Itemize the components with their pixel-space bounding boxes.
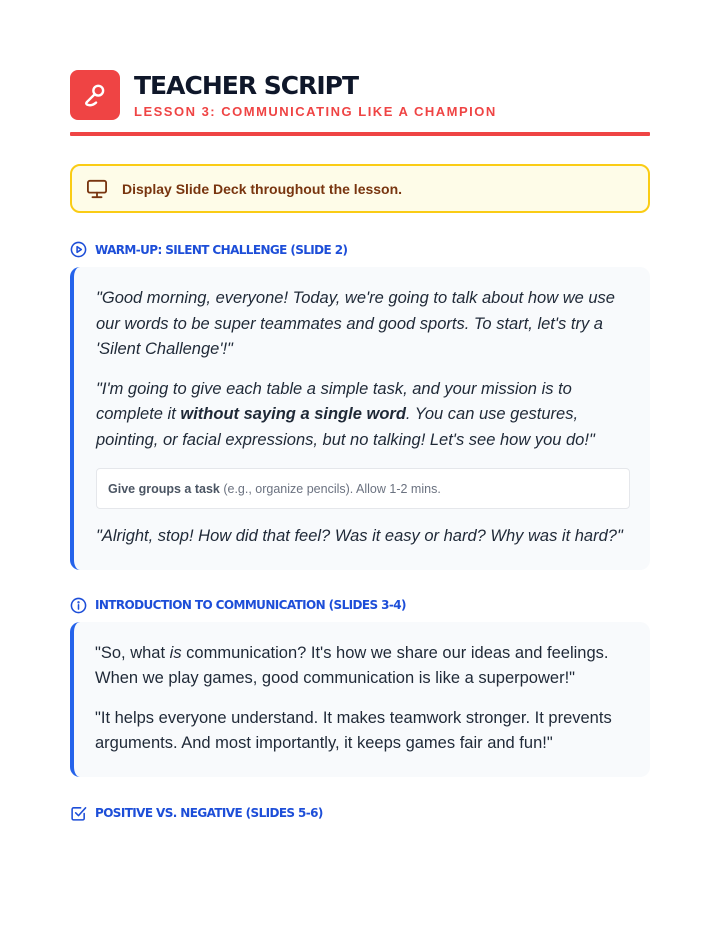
section-heading-warm-up bbox=[70, 241, 650, 258]
note-text: (e.g., organize pencils). Allow 1-2 mins. bbox=[219, 481, 441, 496]
section-title: WARM-UP: SILENT CHALLENGE (SLIDE 2) bbox=[95, 242, 348, 257]
callout-text: Display Slide Deck throughout the lesson. bbox=[122, 180, 403, 197]
note-bold: Give groups a task bbox=[108, 481, 220, 496]
emphasis-text: is bbox=[169, 643, 182, 662]
section-heading-introduction bbox=[70, 597, 650, 614]
page-subtitle: LESSON 3: COMMUNICATING LIKE A CHAMPION bbox=[134, 103, 497, 119]
header-divider bbox=[70, 132, 650, 136]
script-paragraph: "It helps everyone understand. It makes teamwork stronger. It prevents arguments. And most importantly, it keeps games fair and fun!" bbox=[95, 708, 612, 752]
info-circle-icon bbox=[70, 597, 87, 614]
page-header bbox=[70, 70, 650, 120]
monitor-icon bbox=[86, 179, 108, 199]
emphasis-text: without saying a single word bbox=[180, 405, 406, 423]
script-paragraph: "I'm going to give each table a simple task, and your mission is to complete it without saying a single word. You can use gestures, pointing, or facial expressions, but no talking! Let's see how you do!" bbox=[96, 379, 595, 449]
script-box-warm-up bbox=[70, 267, 650, 570]
teacher-script-page bbox=[70, 70, 650, 822]
slide-deck-callout bbox=[70, 164, 650, 213]
script-paragraph: "Alright, stop! How did that feel? Was it easy or hard? Why was it hard?" bbox=[96, 527, 623, 545]
section-title: INTRODUCTION TO COMMUNICATION (SLIDES 3-4) bbox=[95, 598, 406, 612]
play-circle-icon bbox=[70, 241, 87, 258]
microphone-icon bbox=[70, 70, 120, 120]
checkbox-icon bbox=[70, 805, 87, 822]
script-box-introduction bbox=[70, 622, 650, 777]
script-paragraph: "So, what is communication? It's how we share our ideas and feelings. When we play games, good communication is like a superpower!" bbox=[95, 643, 609, 687]
section-heading-positive-negative bbox=[70, 805, 650, 822]
script-paragraph: "Good morning, everyone! Today, we're going to talk about how we use our words to be super teammates and good sports. To start, let's try a 'Silent Challenge'!" bbox=[96, 289, 615, 358]
teacher-note bbox=[96, 468, 630, 509]
page-title: TEACHER SCRIPT bbox=[134, 70, 359, 100]
section-title: POSITIVE VS. NEGATIVE (SLIDES 5-6) bbox=[95, 806, 323, 820]
